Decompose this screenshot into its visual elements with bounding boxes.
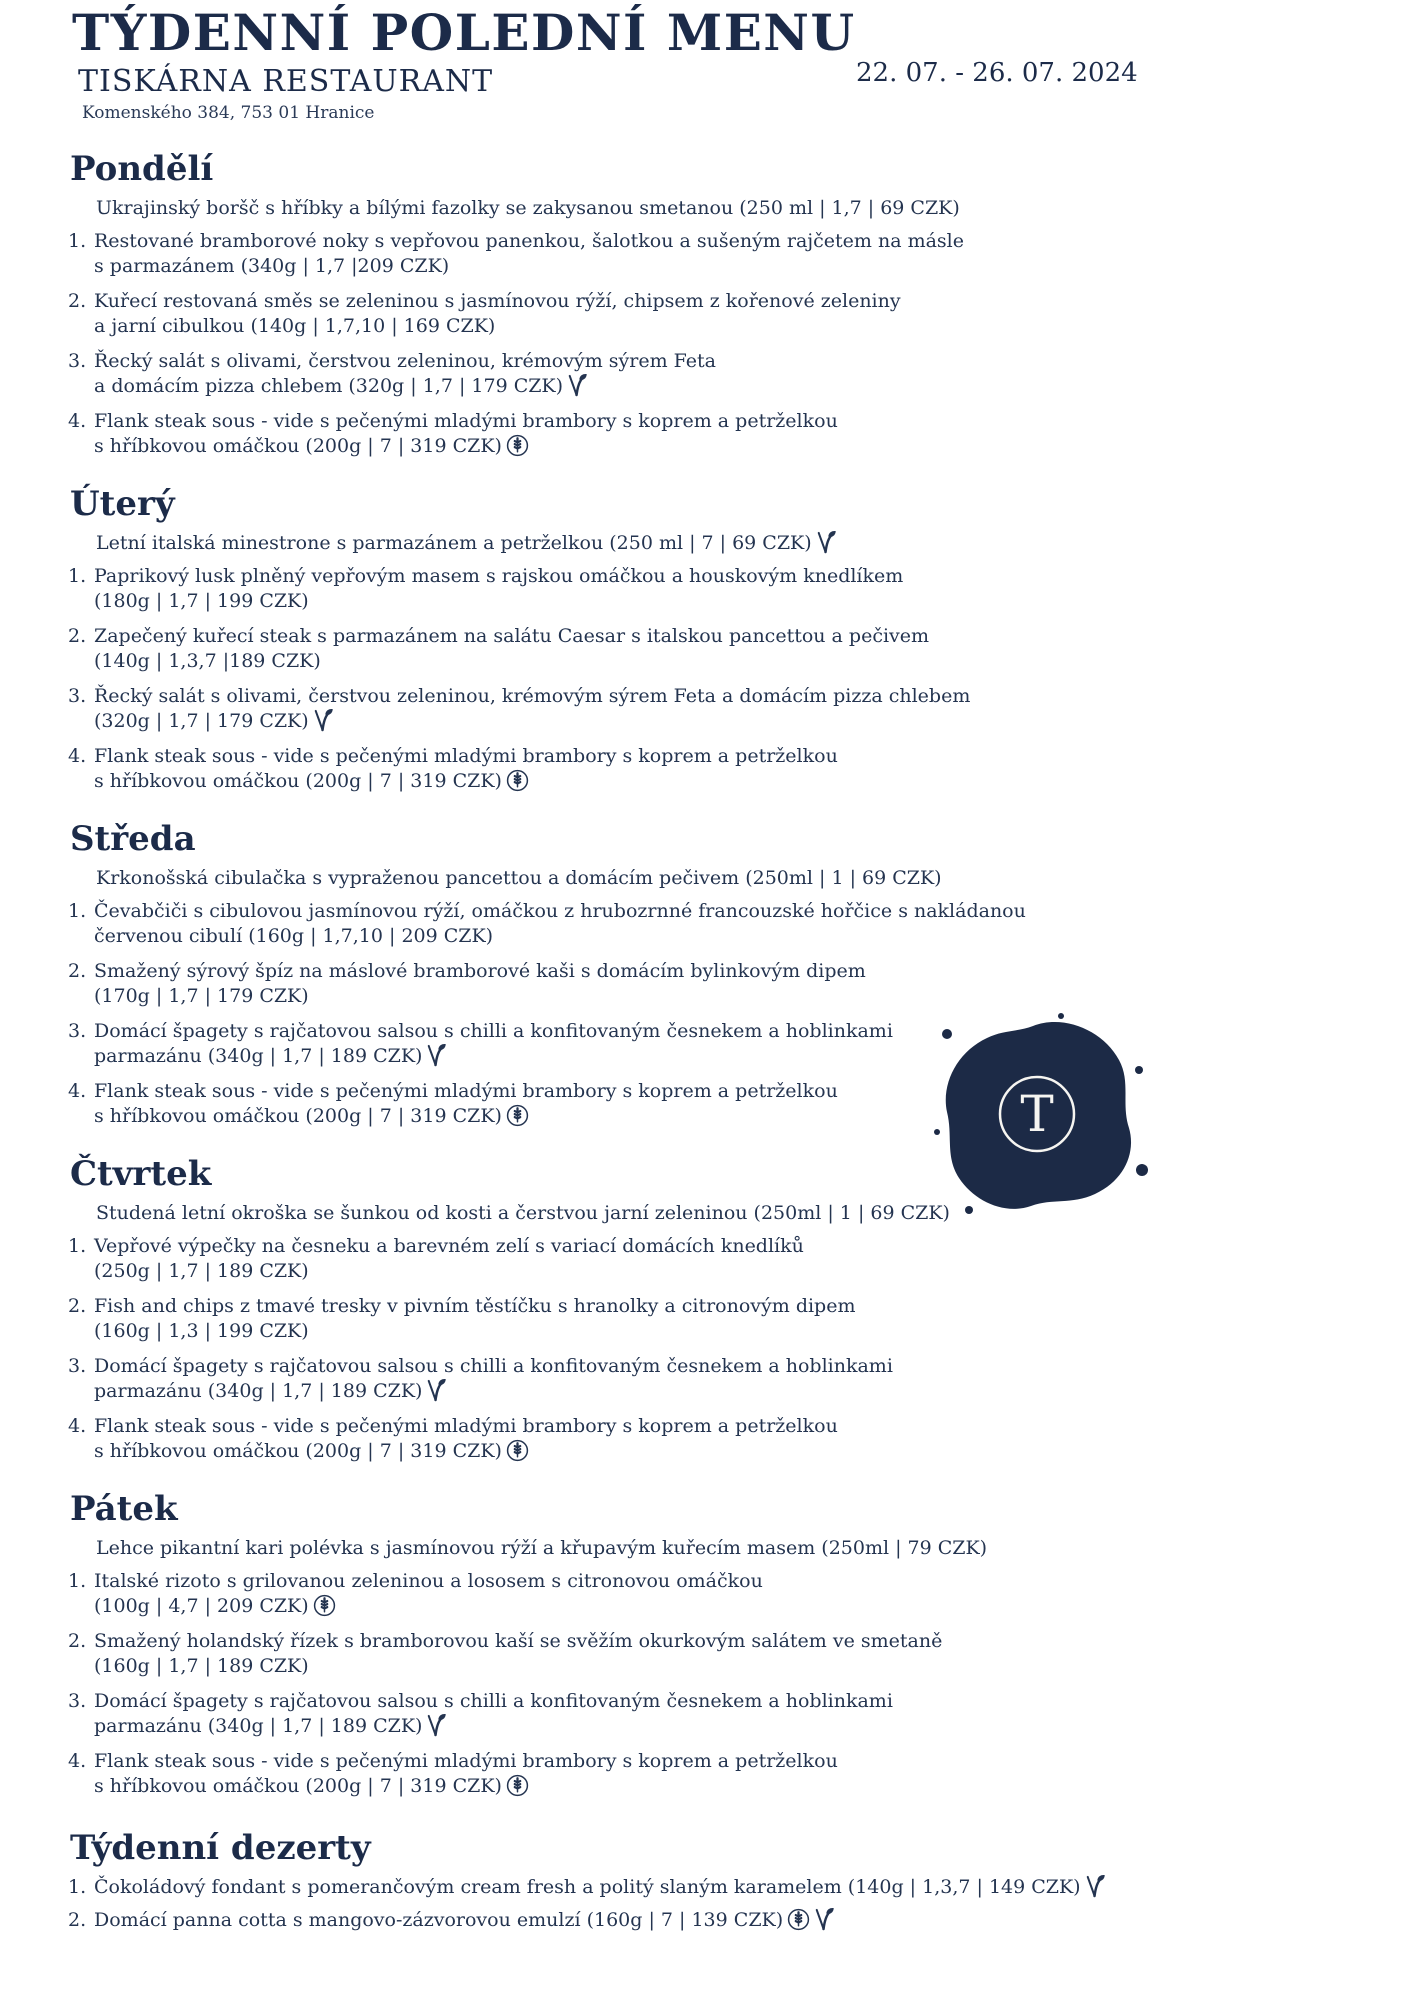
gluten-free-icon	[506, 769, 529, 792]
item-line: a jarní cibulkou (140g | 1,7,10 | 169 CZK)	[94, 315, 496, 337]
leaf-icon	[426, 1378, 446, 1402]
item-text	[94, 1629, 942, 1679]
menu-body	[68, 148, 1414, 1933]
day-heading: Pátek	[70, 1489, 178, 1529]
leaf-icon	[567, 373, 587, 397]
item-line: Domácí špagety s rajčatovou salsou s chilli a konfitovaným česnekem a hoblinkami	[94, 1355, 893, 1377]
gluten-free-icon	[506, 1439, 529, 1462]
item-text	[94, 744, 838, 794]
item-line: Řecký salát s olivami, čerstvou zeleninou, krémovým sýrem Feta	[94, 350, 716, 372]
ink-dot	[1058, 1013, 1064, 1019]
dessert-item	[68, 1908, 1414, 1933]
gluten-free-icon	[313, 1594, 336, 1617]
item-line: Domácí špagety s rajčatovou salsou s chilli a konfitovaným česnekem a hoblinkami	[94, 1690, 893, 1712]
menu-item	[68, 1294, 1414, 1344]
item-number: 4.	[68, 745, 87, 767]
item-number: 2.	[68, 1295, 87, 1317]
desserts-section	[68, 1827, 1414, 1933]
leaf-icon	[313, 708, 333, 732]
item-line: s hříbkovou omáčkou (200g | 7 | 319 CZK)	[94, 1105, 502, 1127]
menu-item	[68, 289, 1414, 339]
item-number: 3.	[68, 1020, 87, 1042]
item-text	[94, 1414, 838, 1464]
dessert-item	[68, 1875, 1414, 1900]
restaurant-name: TISKÁRNA RESTAURANT	[78, 64, 494, 99]
item-line: Čokoládový fondant s pomerančovým cream fresh a politý slaným karamelem (140g | 1,3,7 | 149 CZK)	[94, 1876, 1081, 1898]
menu-item	[68, 1629, 1414, 1679]
menu-item	[68, 684, 1414, 734]
ink-dot	[1136, 1164, 1148, 1176]
item-number: 1.	[68, 1570, 87, 1592]
item-line: Smažený sýrový špíz na máslové bramborové kaši s domácím bylinkovým dipem	[94, 960, 866, 982]
item-line: Kuřecí restovaná směs se zeleninou s jasmínovou rýží, chipsem z kořenové zeleniny	[94, 290, 901, 312]
soup-text: Studená letní okroška se šunkou od kosti a čerstvou jarní zeleninou (250ml | 1 | 69 CZK)	[96, 1202, 950, 1224]
item-text	[94, 1294, 855, 1344]
menu-item	[68, 624, 1414, 674]
soup-text: Ukrajinský boršč s hříbky a bílými fazolky se zakysanou smetanou (250 ml | 1,7 | 69 CZK)	[96, 197, 960, 219]
gluten-free-icon	[787, 1908, 810, 1931]
menu-item	[68, 899, 1414, 949]
menu-item	[68, 1079, 1414, 1129]
item-line: s hříbkovou omáčkou (200g | 7 | 319 CZK)	[94, 1440, 502, 1462]
item-number: 3.	[68, 685, 87, 707]
soup-line	[96, 1201, 1414, 1226]
item-line: Fish and chips z tmavé tresky v pivním těstíčku s hranolky a citronovým dipem	[94, 1295, 856, 1317]
gluten-free-icon	[506, 1104, 529, 1127]
item-line: Zapečený kuřecí steak s parmazánem na salátu Caesar s italskou pancettou a pečivem	[94, 625, 930, 647]
item-text	[94, 1908, 834, 1933]
item-line: Flank steak sous - vide s pečenými mladými brambory s koprem a petrželkou	[94, 1415, 838, 1437]
item-line: (160g | 1,3 | 199 CZK)	[94, 1320, 309, 1342]
item-line: Flank steak sous - vide s pečenými mladými brambory s koprem a petrželkou	[94, 410, 838, 432]
item-text	[94, 349, 716, 399]
item-line: (160g | 1,7 | 189 CZK)	[94, 1655, 309, 1677]
item-line: Domácí panna cotta s mangovo-zázvorovou emulzí (160g | 7 | 139 CZK)	[94, 1909, 784, 1931]
item-line: Smažený holandský řízek s bramborovou kaší se svěžím okurkovým salátem ve smetaně	[94, 1630, 943, 1652]
day-section-thursday	[68, 1153, 1414, 1464]
item-number: 4.	[68, 1750, 87, 1772]
item-line: (140g | 1,3,7 |189 CZK)	[94, 650, 321, 672]
leaf-icon	[426, 1043, 446, 1067]
item-line: červenou cibulí (160g | 1,7,10 | 209 CZK)	[94, 925, 494, 947]
item-line: parmazánu (340g | 1,7 | 189 CZK)	[94, 1380, 423, 1402]
day-heading: Středa	[70, 819, 196, 859]
desserts-heading: Týdenní dezerty	[70, 1828, 371, 1868]
menu-item	[68, 229, 1414, 279]
day-section-friday	[68, 1488, 1414, 1799]
ink-dot	[934, 1129, 940, 1135]
item-number: 2.	[68, 1630, 87, 1652]
item-line: Domácí špagety s rajčatovou salsou s chilli a konfitovaným česnekem a hoblinkami	[94, 1020, 893, 1042]
restaurant-address: Komenského 384, 753 01 Hranice	[82, 103, 375, 123]
soup-text: Krkonošská cibulačka s vypraženou pancettou a domácím pečivem (250ml | 1 | 69 CZK)	[96, 867, 942, 889]
soup-text: Lehce pikantní kari polévka s jasmínovou rýží a křupavým kuřecím masem (250ml | 79 CZK)	[96, 1537, 988, 1559]
item-number: 3.	[68, 350, 87, 372]
day-section-wednesday	[68, 818, 1414, 1129]
item-line: a domácím pizza chlebem (320g | 1,7 | 179 CZK)	[94, 375, 564, 397]
day-heading: Pondělí	[70, 149, 214, 189]
logo-splash	[933, 1012, 1151, 1220]
item-text	[94, 684, 970, 734]
date-range: 22. 07. - 26. 07. 2024	[856, 58, 1138, 88]
item-number: 1.	[68, 230, 87, 252]
item-line: parmazánu (340g | 1,7 | 189 CZK)	[94, 1715, 423, 1737]
item-text	[94, 1079, 838, 1129]
item-text	[94, 1019, 893, 1069]
item-line: Flank steak sous - vide s pečenými mladými brambory s koprem a petrželkou	[94, 1080, 838, 1102]
menu-item	[68, 1689, 1414, 1739]
item-line: Paprikový lusk plněný vepřovým masem s rajskou omáčkou a houskovým knedlíkem	[94, 565, 904, 587]
item-number: 2.	[68, 960, 87, 982]
ink-dot	[942, 1029, 952, 1039]
day-section-tuesday	[68, 483, 1414, 794]
item-line: s hříbkovou omáčkou (200g | 7 | 319 CZK)	[94, 1775, 502, 1797]
item-line: s hříbkovou omáčkou (200g | 7 | 319 CZK)	[94, 435, 502, 457]
item-number: 4.	[68, 410, 87, 432]
logo-letter: T	[1020, 1085, 1054, 1143]
item-number: 1.	[68, 900, 87, 922]
item-text	[94, 899, 1026, 949]
item-line: Flank steak sous - vide s pečenými mladými brambory s koprem a petrželkou	[94, 1750, 838, 1772]
menu-item	[68, 564, 1414, 614]
item-text	[94, 624, 929, 674]
menu-item	[68, 409, 1414, 459]
soup-line	[96, 531, 1414, 556]
item-text	[94, 1234, 804, 1284]
leaf-icon	[426, 1713, 446, 1737]
item-text	[94, 1749, 838, 1799]
soup-line	[96, 196, 1414, 221]
item-line: (320g | 1,7 | 179 CZK)	[94, 710, 309, 732]
item-text	[94, 229, 964, 279]
item-line: parmazánu (340g | 1,7 | 189 CZK)	[94, 1045, 423, 1067]
ink-dot	[1135, 1066, 1143, 1074]
item-number: 2.	[68, 290, 87, 312]
gluten-free-icon	[506, 1774, 529, 1797]
page-title: TÝDENNÍ POLEDNÍ MENU	[72, 3, 856, 62]
item-line: Italské rizoto s grilovanou zeleninou a lososem s citronovou omáčkou	[94, 1570, 763, 1592]
item-text	[94, 289, 901, 339]
item-line: Čevabčiči s cibulovou jasmínovou rýží, omáčkou z hrubozrnné francouzské hořčice s nakládanou	[94, 900, 1026, 922]
day-heading: Úterý	[70, 484, 175, 524]
item-number: 3.	[68, 1355, 87, 1377]
menu-item	[68, 1749, 1414, 1799]
ink-dot	[965, 1206, 973, 1214]
menu-item	[68, 959, 1414, 1009]
item-text	[94, 564, 903, 614]
menu-item	[68, 1414, 1414, 1464]
soup-line	[96, 1536, 1414, 1561]
item-text	[94, 409, 838, 459]
leaf-icon	[1085, 1874, 1105, 1898]
item-line: Flank steak sous - vide s pečenými mladými brambory s koprem a petrželkou	[94, 745, 838, 767]
leaf-icon	[816, 530, 836, 554]
item-text	[94, 1354, 893, 1404]
item-text	[94, 959, 866, 1009]
item-line: (180g | 1,7 | 199 CZK)	[94, 590, 309, 612]
soup-text: Letní italská minestrone s parmazánem a petrželkou (250 ml | 7 | 69 CZK)	[96, 532, 812, 554]
item-number: 1.	[68, 1235, 87, 1257]
menu-item	[68, 744, 1414, 794]
item-number: 4.	[68, 1415, 87, 1437]
menu-item	[68, 349, 1414, 399]
item-line: s parmazánem (340g | 1,7 |209 CZK)	[94, 255, 450, 277]
item-number: 3.	[68, 1690, 87, 1712]
item-number: 2.	[68, 625, 87, 647]
menu-item	[68, 1354, 1414, 1404]
item-line: s hříbkovou omáčkou (200g | 7 | 319 CZK)	[94, 770, 502, 792]
item-line: Vepřové výpečky na česneku a barevném zelí s variací domácích knedlíků	[94, 1235, 804, 1257]
item-text	[94, 1569, 763, 1619]
gluten-free-icon	[506, 434, 529, 457]
item-number: 1.	[68, 565, 87, 587]
menu-item	[68, 1019, 1414, 1069]
item-text	[94, 1875, 1105, 1900]
day-heading: Čtvrtek	[70, 1154, 212, 1194]
day-section-monday	[68, 148, 1414, 459]
item-line: Řecký salát s olivami, čerstvou zeleninou, krémovým sýrem Feta a domácím pizza chlebem	[94, 685, 971, 707]
item-line: Restované bramborové noky s vepřovou panenkou, šalotkou a sušeným rajčetem na másle	[94, 230, 965, 252]
item-line: (100g | 4,7 | 209 CZK)	[94, 1595, 309, 1617]
menu-item	[68, 1569, 1414, 1619]
item-number: 4.	[68, 1080, 87, 1102]
item-number: 1.	[68, 1876, 87, 1898]
item-text	[94, 1689, 893, 1739]
item-number: 2.	[68, 1909, 87, 1931]
item-line: (170g | 1,7 | 179 CZK)	[94, 985, 309, 1007]
menu-item	[68, 1234, 1414, 1284]
leaf-icon	[814, 1907, 834, 1931]
item-line: (250g | 1,7 | 189 CZK)	[94, 1260, 309, 1282]
soup-line	[96, 866, 1414, 891]
